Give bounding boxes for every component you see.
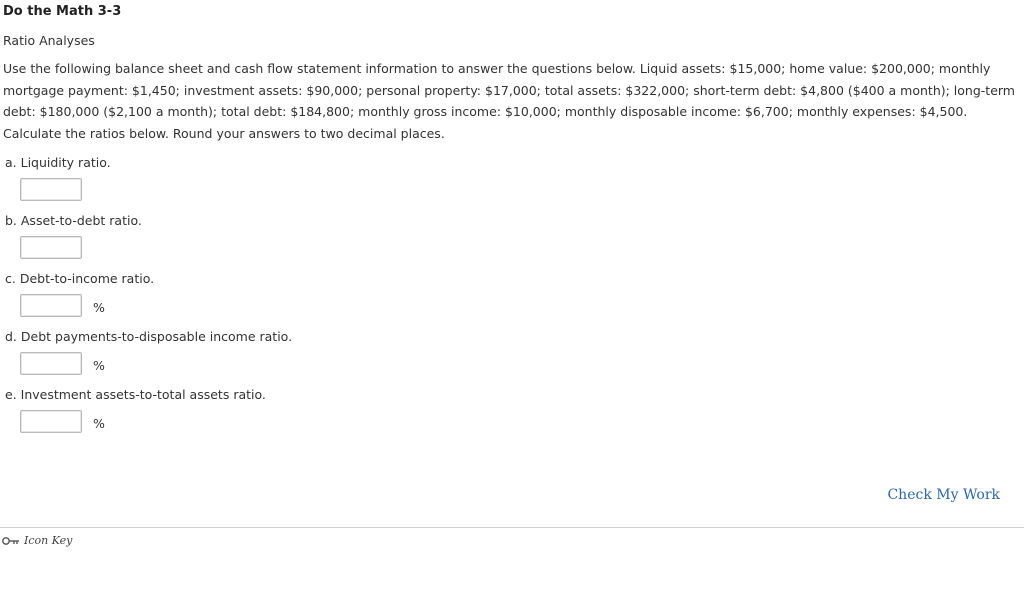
icon-key-label: Icon Key bbox=[24, 534, 73, 547]
question-a-label: a. Liquidity ratio. bbox=[5, 155, 111, 170]
question-d-label: d. Debt payments-to-disposable income ratio. bbox=[5, 329, 293, 344]
footer-divider bbox=[0, 527, 1024, 528]
percent-unit-d: % bbox=[93, 358, 105, 373]
answer-input-c[interactable] bbox=[20, 294, 82, 317]
question-e-label: e. Investment assets-to-total assets ratio. bbox=[5, 387, 266, 402]
answer-input-d[interactable] bbox=[20, 352, 82, 375]
question-c-label: c. Debt-to-income ratio. bbox=[5, 271, 155, 286]
key-icon bbox=[2, 536, 20, 546]
answer-input-b[interactable] bbox=[20, 236, 82, 259]
percent-unit-e: % bbox=[93, 416, 105, 431]
check-my-work-link[interactable]: Check My Work bbox=[887, 487, 1000, 503]
page-title: Do the Math 3-3 bbox=[3, 4, 122, 19]
problem-statement: Use the following balance sheet and cash flow statement information to answer the questions below. Liquid assets: $15,000; home value: $200,000; monthly mortgage payment: $1,450; investment assets: $90,000; personal property: $17,000; total assets: $322,000; short-term debt: $4,800 ($400 a month); long-term debt: $180,000 ($2,100 a month); total debt: $184,800; monthly gross income: $10,000; monthly disposable income: $6,700; monthly expenses: $4,500. Calculate the ratios below. Round your answers to two decimal places. bbox=[3, 61, 1015, 142]
percent-unit-c: % bbox=[93, 300, 105, 315]
answer-input-e[interactable] bbox=[20, 410, 82, 433]
answer-input-a[interactable] bbox=[20, 178, 82, 201]
page-subtitle: Ratio Analyses bbox=[3, 33, 95, 48]
icon-key-button[interactable] bbox=[2, 534, 72, 547]
question-b-label: b. Asset-to-debt ratio. bbox=[5, 213, 142, 228]
